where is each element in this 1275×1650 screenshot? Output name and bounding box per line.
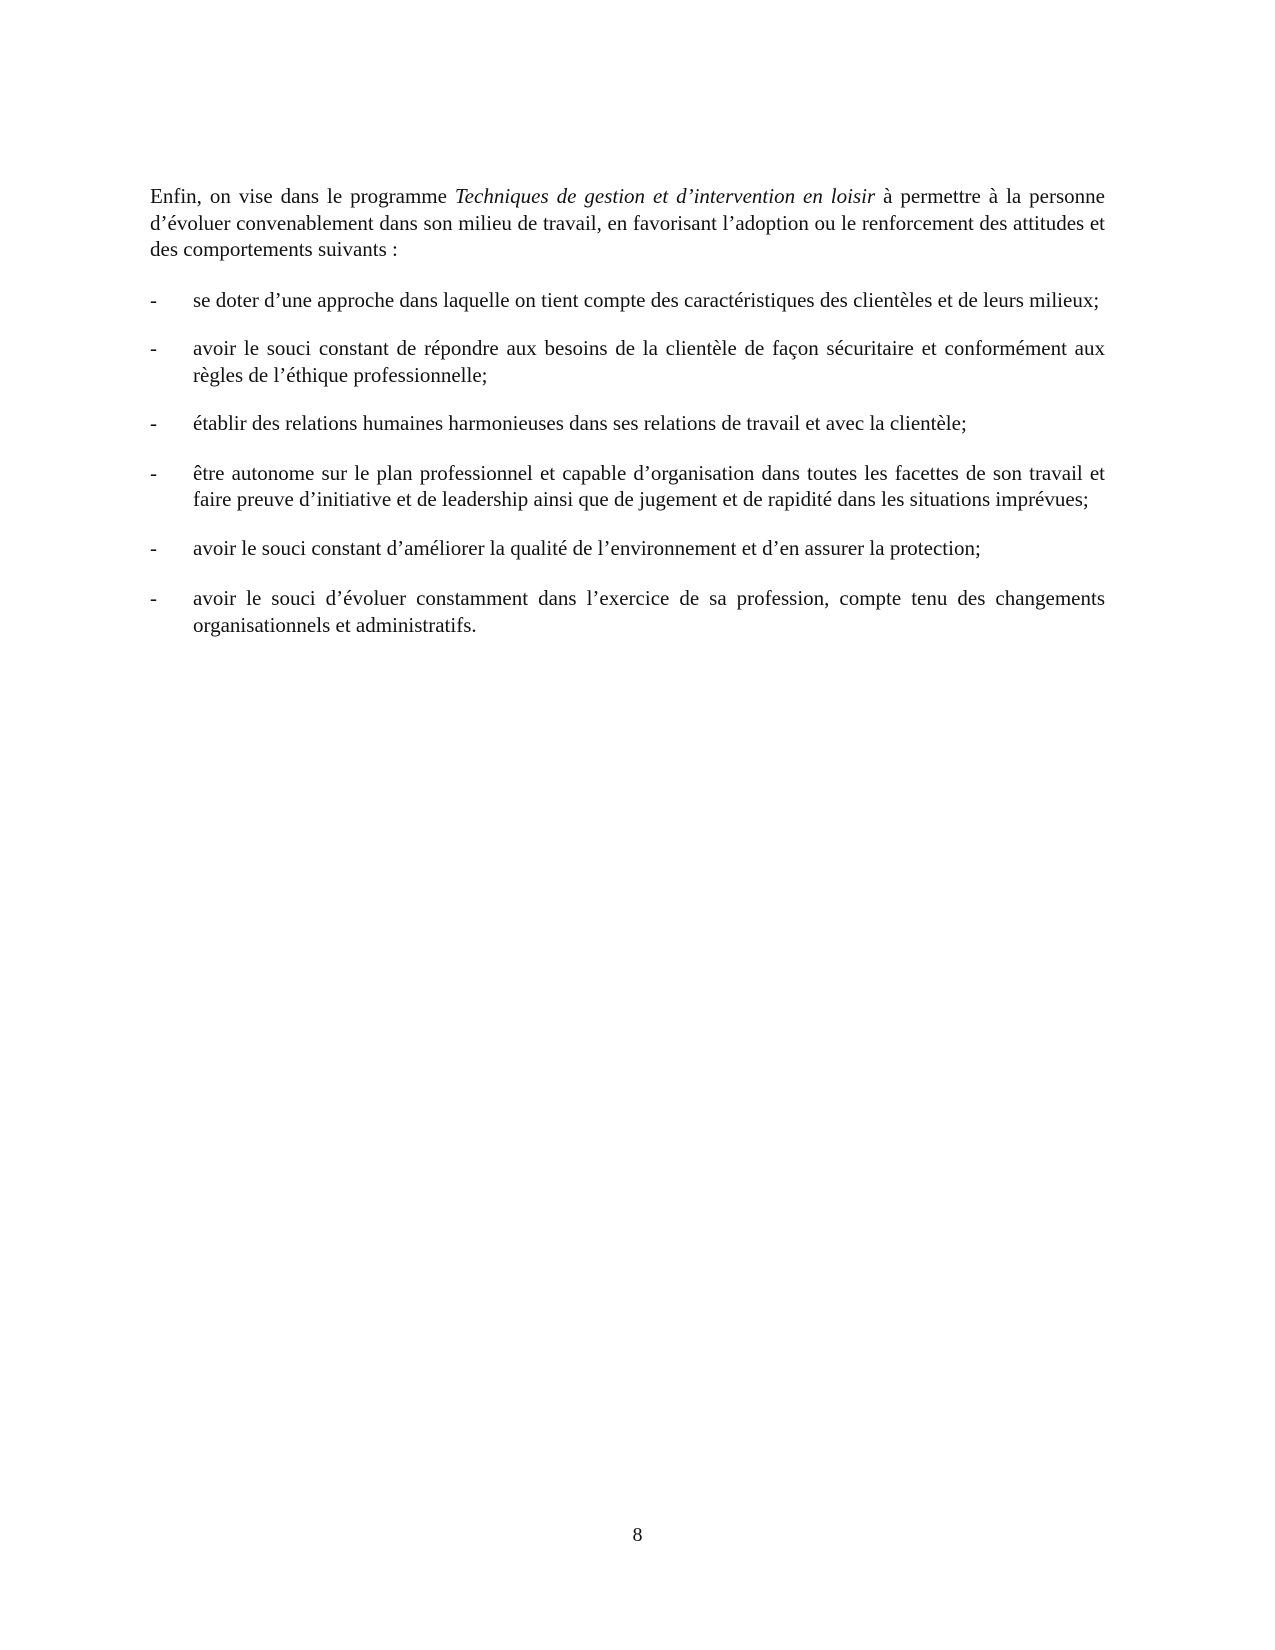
- list-item: [150, 585, 1105, 638]
- list-item: [150, 410, 1105, 437]
- list-item: [150, 335, 1105, 388]
- document-body: [150, 183, 1105, 638]
- list-item-text: se doter d’une approche dans laquelle on tient compte des caractéristiques des clientèles et de leurs milieux;: [193, 287, 1100, 312]
- attitudes-list: [150, 287, 1105, 639]
- intro-paragraph: [150, 183, 1105, 263]
- list-item: [150, 460, 1105, 513]
- list-item-text: établir des relations humaines harmonieuses dans ses relations de travail et avec la clientèle;: [193, 411, 967, 435]
- list-item: [150, 287, 1105, 314]
- list-item-text: être autonome sur le plan professionnel et capable d’organisation dans toutes les facettes de son travail et faire preuve d’initiative et de leadership ainsi que de jugement et de rapidité dans les situations imprévues;: [193, 460, 1105, 511]
- list-item-text: avoir le souci constant d’améliorer la qualité de l’environnement et d’en assurer la protection;: [193, 535, 981, 560]
- bullet-dash: -: [150, 460, 157, 485]
- program-title: Techniques de gestion et d’intervention en loisir: [454, 184, 876, 208]
- intro-text-before: Enfin, on vise dans le programme: [150, 184, 455, 208]
- bullet-dash: -: [150, 336, 157, 360]
- intro-text-after: à permettre à la personne d’évoluer convenablement dans son milieu de travail, en favorisant l’adoption ou le renforcement des attitudes et des comportements suivants :: [150, 184, 1105, 261]
- bullet-dash: -: [150, 411, 157, 435]
- bullet-dash: -: [150, 535, 157, 560]
- page-number: 8: [632, 1524, 643, 1546]
- bullet-dash: -: [150, 586, 157, 610]
- list-item-text: avoir le souci constant de répondre aux besoins de la clientèle de façon sécuritaire et conformément aux règles de l’éthique professionnelle;: [193, 336, 1105, 387]
- list-item: [150, 535, 1105, 562]
- bullet-dash: -: [150, 287, 157, 312]
- list-item-text: avoir le souci d’évoluer constamment dans l’exercice de sa profession, compte tenu des changements organisationnels et administratifs.: [193, 586, 1105, 637]
